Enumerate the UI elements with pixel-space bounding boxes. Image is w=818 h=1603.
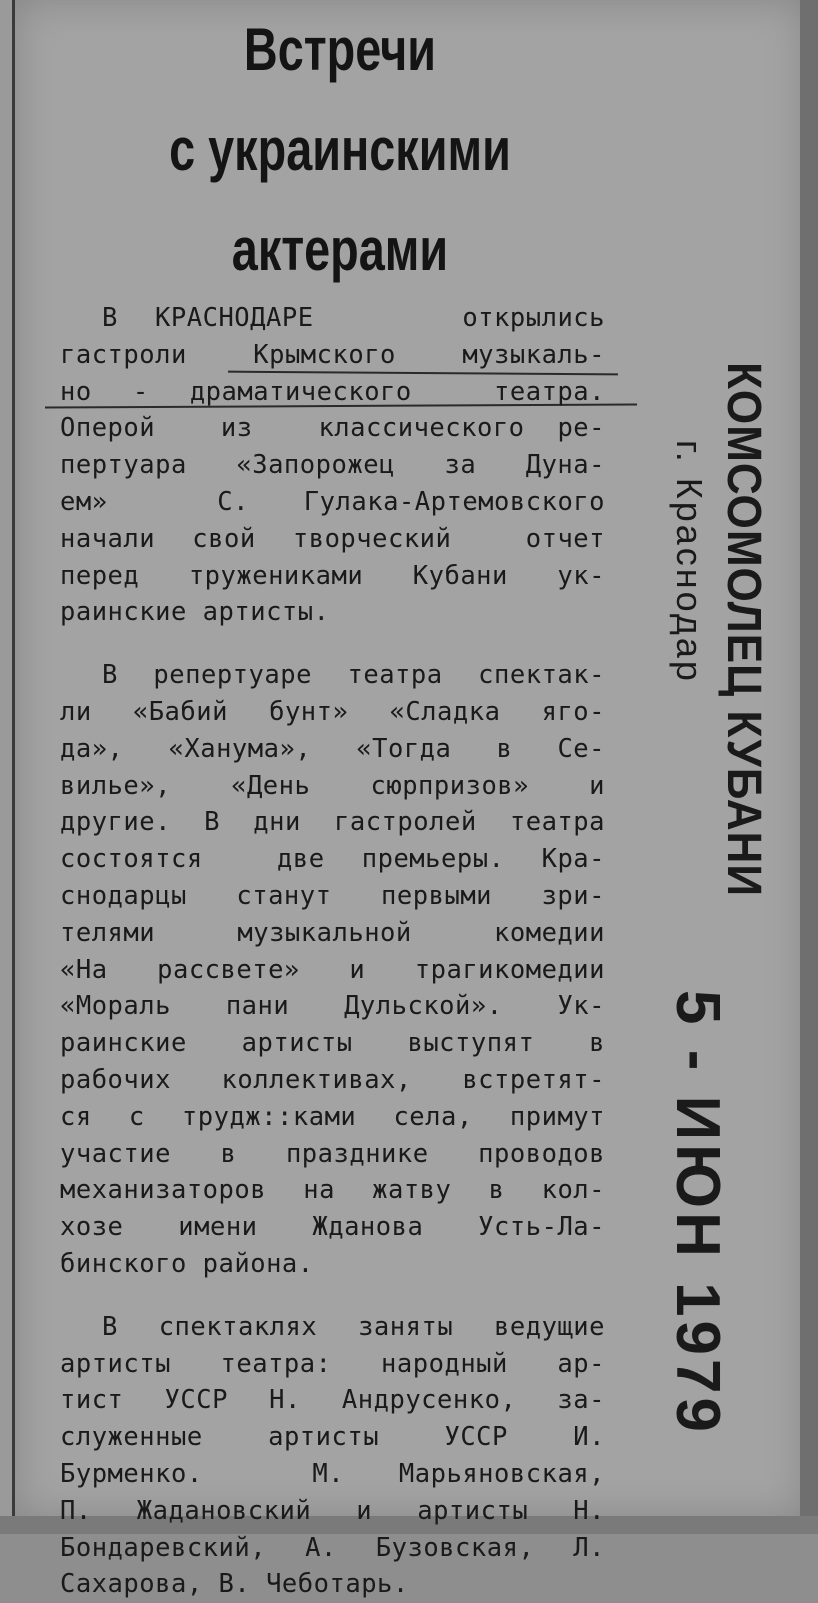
article-line: начали свой творческий отчет (60, 523, 605, 554)
article-paragraph (60, 657, 605, 1283)
article-line: другие. В дни гастролей театра (60, 807, 605, 838)
headline-line-1: Встречи (243, 16, 437, 83)
article-body (60, 300, 605, 1603)
paragraph-gap (60, 631, 605, 657)
article-line: ем» С. Гулака-Артемовского (60, 486, 605, 517)
article-headline (122, 0, 559, 300)
article-line: В спектаклях заняты ведущие (102, 1311, 605, 1342)
date-stamp: 5 - ИЮН 1979 (663, 990, 732, 1437)
paragraph-gap (60, 1283, 605, 1309)
article-line: рабочих коллективах, встретят- (60, 1064, 605, 1095)
article-line: хозе имени Жданова Усть-Ла- (60, 1212, 605, 1243)
article-line: состоятся две премьеры. Кра- (60, 844, 605, 875)
article-line: Оперой из классического ре- (60, 413, 605, 444)
article-line: бинского района. (60, 1248, 314, 1279)
article-paragraph (60, 300, 605, 631)
article-line: «На рассвете» и трагикомедии (60, 954, 605, 985)
article-line: тист УССР Н. Андрусенко, за- (60, 1385, 605, 1416)
article-line: служенные артисты УССР И. (60, 1422, 605, 1453)
article-line: снодарцы станут первыми зри- (60, 880, 605, 911)
article-paragraph (60, 1309, 605, 1603)
article-line: Бурменко. М. Марьяновская, (60, 1458, 605, 1489)
newspaper-name-stamp: КОМСОМОЛЕЦ КУБАНИ (717, 362, 770, 897)
headline-line-2: с украинскими (169, 116, 511, 183)
article-line: но - драматического театра. (60, 376, 605, 407)
article-line: вилье», «День сюрпризов» и (60, 770, 605, 801)
city-stamp: г. Краснодар (669, 440, 710, 684)
article-line: ся с трудж::ками села, примут (60, 1101, 605, 1132)
article-line: «Мораль пани Дульской». Ук- (60, 991, 605, 1022)
article-line: раинские артисты. (60, 597, 330, 628)
article-line: перед тружениками Кубани ук- (60, 560, 605, 591)
article-line: Бондаревский, А. Бузовская, Л. (60, 1532, 605, 1563)
article-line: В репертуаре театра спектак- (102, 660, 605, 691)
headline-line-3: актерами (231, 216, 449, 283)
article-line: П. Жадановский и артисты Н. (60, 1495, 605, 1526)
article-line: механизаторов на жатву в кол- (60, 1175, 605, 1206)
article-line: да», «Ханума», «Тогда в Се- (60, 733, 605, 764)
scan-edge-right (800, 0, 818, 1534)
article-line: гастроли Крымского музыкаль- (60, 339, 605, 370)
article-line: раинские артисты выступят в (60, 1028, 605, 1059)
article-line: телями музыкальной комедии (60, 917, 605, 948)
article-line: В КРАСНОДАРЕ открылись (102, 303, 605, 333)
article-line: ли «Бабий бунт» «Сладка яго- (60, 696, 605, 727)
article-line: пертуара «Запорожец за Дуна- (60, 450, 605, 481)
article-line: участие в празднике проводов (60, 1138, 605, 1169)
article-line: Сахарова, В. Чеботарь. (60, 1569, 409, 1600)
article-line: артисты театра: народный ар- (60, 1348, 605, 1379)
